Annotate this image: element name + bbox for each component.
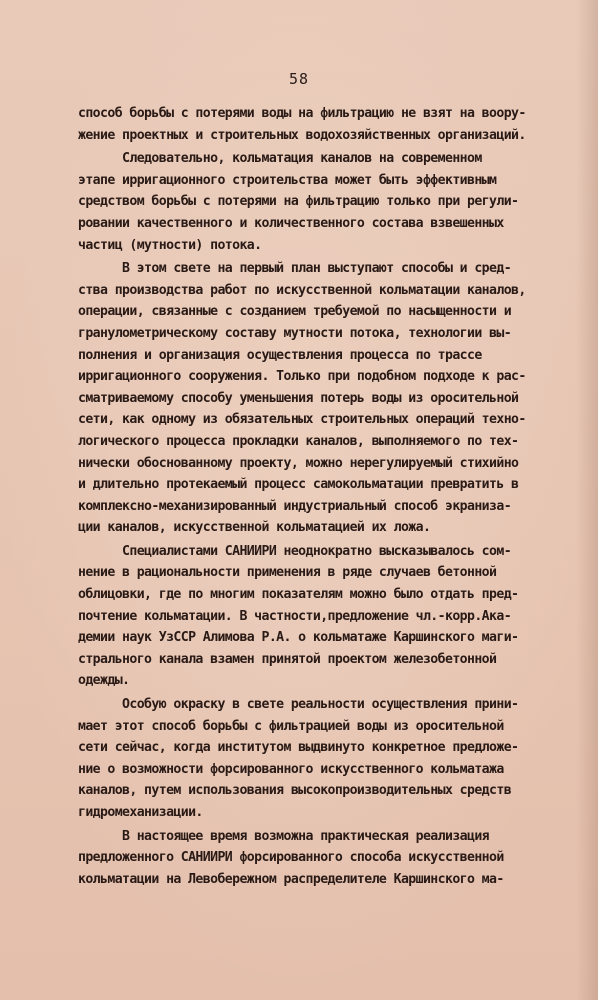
paragraph: [78, 103, 586, 146]
text-line: полнения и организация осуществления процесса по трассе: [78, 347, 482, 363]
text-line: ровании качественного и количественного состава взвешенных: [78, 215, 504, 231]
text-line: сматриваемому способу уменьшения потерь воды из оросительной: [78, 390, 519, 406]
text-line: этапе ирригационного строительства может быть эффективным: [78, 172, 497, 188]
text-line: стрального канала взамен принятой проектом железобетонной: [78, 651, 497, 667]
text-line: В этом свете на первый план выступают способы и сред-: [78, 261, 512, 277]
text-line: одежды.: [78, 673, 130, 689]
text-line: облицовки, где по многим показателям можно было отдать пред-: [78, 587, 519, 603]
text-line: гранулометрическому составу мутности потока, технологии вы-: [78, 325, 512, 341]
text-line: демии наук УзССР Алимова Р.А. о кольматаже Каршинского маги-: [78, 630, 519, 646]
paragraph: [78, 826, 586, 891]
page-number: 58: [288, 70, 310, 88]
text-line: ирригационного сооружения. Только при подобном подходе к рас-: [78, 369, 526, 385]
text-line: сети, как одному из обязательных строительных операций техно-: [78, 412, 526, 428]
body-text: [78, 103, 586, 890]
text-line: гидромеханизации.: [78, 805, 203, 820]
text-line: логического процесса прокладки каналов, выполняемого по тех-: [78, 433, 519, 449]
text-line: кольматации на Левобережном распределителе Каршинского ма-: [78, 871, 504, 887]
paragraph: [78, 541, 586, 692]
text-line: частиц (мутности) потока.: [78, 237, 262, 253]
text-line: ции каналов, искусственной кольматацией их ложа.: [78, 520, 431, 536]
text-line: В настоящее время возможна практическая реализация: [78, 828, 490, 844]
text-line: нически обоснованному проекту, можно нерегулируемый стихийно: [78, 455, 519, 471]
text-line: Специалистами САНИИРИ неоднократно высказывалось сом-: [78, 543, 512, 559]
text-line: сети сейчас, когда институтом выдвинуто конкретное предложе-: [78, 740, 519, 756]
text-line: мает этот способ борьбы с фильтрацией воды из оросительной: [78, 718, 504, 734]
text-line: способ борьбы с потерями воды на фильтрацию не взят на воору-: [78, 106, 526, 121]
text-line: и длительно протекаемый процесс самокольматации превратить в: [78, 477, 519, 493]
paragraph: [78, 148, 586, 256]
paragraph: [78, 694, 586, 824]
paragraph: [78, 258, 586, 539]
text-line: Особую окраску в свете реальности осуществления прини-: [78, 697, 519, 713]
text-line: ние о возможности форсированного искусственного кольматажа: [78, 761, 504, 777]
text-line: средством борьбы с потерями на фильтрацию только при регули-: [78, 194, 519, 210]
text-line: Следовательно, кольматация каналов на современном: [78, 151, 482, 167]
text-line: жение проектных и строительных водохозяйственных организаций.: [78, 127, 526, 143]
text-line: операции, связанные с созданием требуемой по насыщенности и: [78, 304, 512, 320]
text-line: каналов, путем использования высокопроизводительных средств: [78, 783, 512, 799]
text-line: нение в рациональности применения в ряде случаев бетонной: [78, 565, 497, 581]
text-line: комплексно-механизированный индустриальный способ экраниза-: [78, 498, 512, 514]
text-line: ства производства работ по искусственной кольматации каналов,: [78, 282, 526, 298]
text-line: почтение кольматации. В частности,предложение чл.-корр.Ака-: [78, 608, 512, 624]
text-line: предложенного САНИИРИ форсированного способа искусственной: [78, 850, 504, 866]
